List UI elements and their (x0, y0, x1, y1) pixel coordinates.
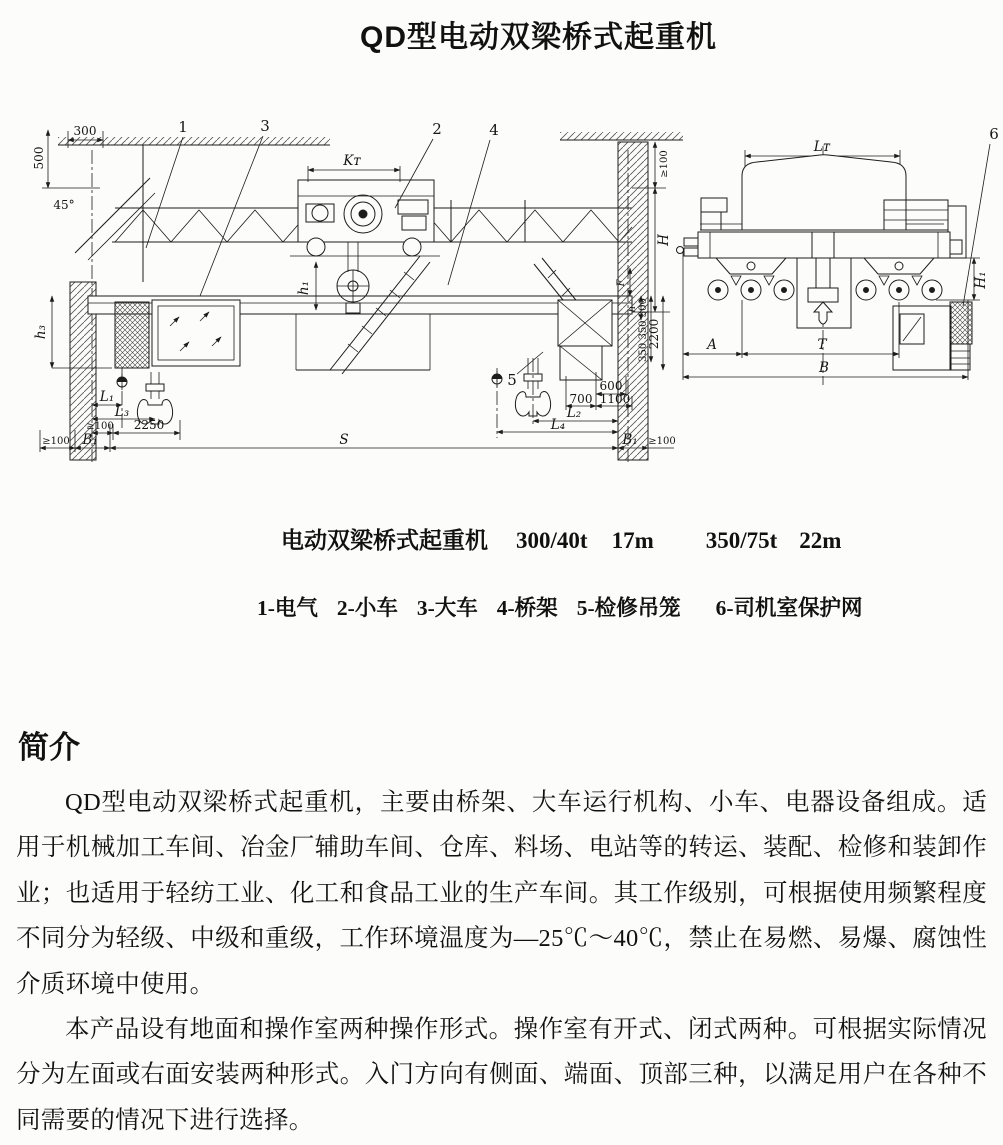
caption-rating2: 350/75t (705, 528, 778, 553)
dim-500-label: 500 (32, 146, 46, 170)
caption-name: 电动双梁桥式起重机 (281, 528, 488, 553)
cab-protection-mesh (950, 302, 972, 370)
dim-H-label: H (656, 234, 672, 246)
part-1-label: 1 (178, 118, 188, 136)
front-view (32, 117, 683, 462)
part-4-label: 4 (489, 121, 499, 139)
left-platform (115, 300, 240, 368)
end-view-hook (797, 258, 851, 328)
dim-L2-label: L₂ (566, 405, 582, 421)
dim-300-label: 300 (73, 124, 97, 138)
caption-span1: 17m (611, 528, 654, 553)
dim-600-label: 600 (599, 379, 623, 393)
dim-h3-label: h₃ (33, 324, 49, 340)
dim-1100-label: 1100 (599, 392, 631, 406)
page-title: QD型电动双梁桥式起重机 (360, 21, 717, 54)
dim-B1-right-label: B₁ (622, 432, 638, 448)
dim-geq100-left-outer-label: ≥100 (42, 436, 70, 447)
end-view (677, 125, 999, 385)
dim-2250-label: 2250 (133, 418, 165, 432)
part-3-label: 3 (260, 117, 270, 135)
operator-cab (893, 306, 951, 370)
runway-ceiling-left (58, 137, 330, 282)
crane-technical-drawing (0, 0, 1003, 470)
access-stairs (296, 256, 600, 374)
intro-paragraph-1: QD型电动双梁桥式起重机，主要由桥架、大车运行机构、小车、电器设备组成。适用于机械加工车间、冶金厂辅助车间、仓库、料场、电站等的转运、装配、检修和装卸作业；也适用于轻纺工业、化工和食品工业的生产车间。其工作级别，可根据使用频繁程度不同分为轻级、中级和重级，工作环境温度为—25℃～40℃，禁止在易燃、易爆、腐蚀性介质环境中使用。 (16, 789, 987, 998)
legend-item-3: 3-大车 (416, 596, 478, 620)
hoist-center-marks (117, 368, 502, 438)
dim-T-label: T (817, 337, 827, 353)
part-5-label: 5 (507, 371, 517, 389)
intro-body (16, 780, 987, 1143)
caption-rating1: 300/40t (516, 528, 588, 553)
dim-350-350-300-label: 350 350 300 (638, 298, 649, 362)
figure-legend (257, 591, 882, 622)
dim-2200-label: 2200 (647, 318, 661, 350)
section-heading-intro: 简介 (18, 730, 80, 765)
dim-F-label: F (616, 279, 627, 287)
legend-item-4: 4-桥架 (496, 596, 558, 620)
legend-item-6: 6-司机室保护网 (715, 596, 863, 620)
dim-geq100-top-right-label: ≥100 (659, 150, 670, 178)
part-6-label: 6 (989, 125, 999, 143)
trolley (290, 180, 440, 313)
dim-L4-label: L₄ (550, 417, 566, 433)
angle-45-label: 45° (53, 198, 75, 212)
figure-caption (281, 522, 841, 555)
legend-item-5: 5-检修吊笼 (576, 596, 681, 620)
dim-S-label: S (339, 432, 349, 448)
dim-L3-label: L₃ (114, 404, 130, 420)
intro-paragraph-2: 本产品设有地面和操作室两种操作形式。操作室有开式、闭式两种。可根据实际情况分为左面或右面安装两种形式。入门方向有侧面、端面、顶部三种，以满足用户在各种不同需要的情况下进行选择。 (16, 1016, 987, 1134)
dim-B-label: B (819, 360, 829, 376)
hook-left (137, 372, 172, 424)
dim-geq100-left-inner-label: ≥100 (86, 421, 114, 432)
dim-H1-label: H₁ (973, 271, 989, 289)
end-carriage-girder (677, 232, 963, 258)
dim-B1-left-label: B₁ (82, 432, 98, 448)
maintenance-cage (558, 300, 612, 380)
dim-700-label: 700 (569, 392, 593, 406)
dim-geq100-right-label: ≥100 (648, 436, 676, 447)
dim-kt-label: Kᴛ (343, 153, 361, 169)
dim-LT-label: Lᴛ (813, 139, 831, 155)
dim-L1-label: L₁ (99, 389, 115, 405)
dim-h1-label: h₁ (296, 280, 312, 296)
dim-h-label: h (627, 305, 638, 313)
dim-A-label: A (707, 337, 717, 353)
legend-item-1: 1-电气 (257, 596, 318, 620)
part-2-label: 2 (432, 120, 442, 138)
legend-item-2: 2-小车 (336, 596, 398, 620)
caption-span2: 22m (799, 528, 842, 553)
